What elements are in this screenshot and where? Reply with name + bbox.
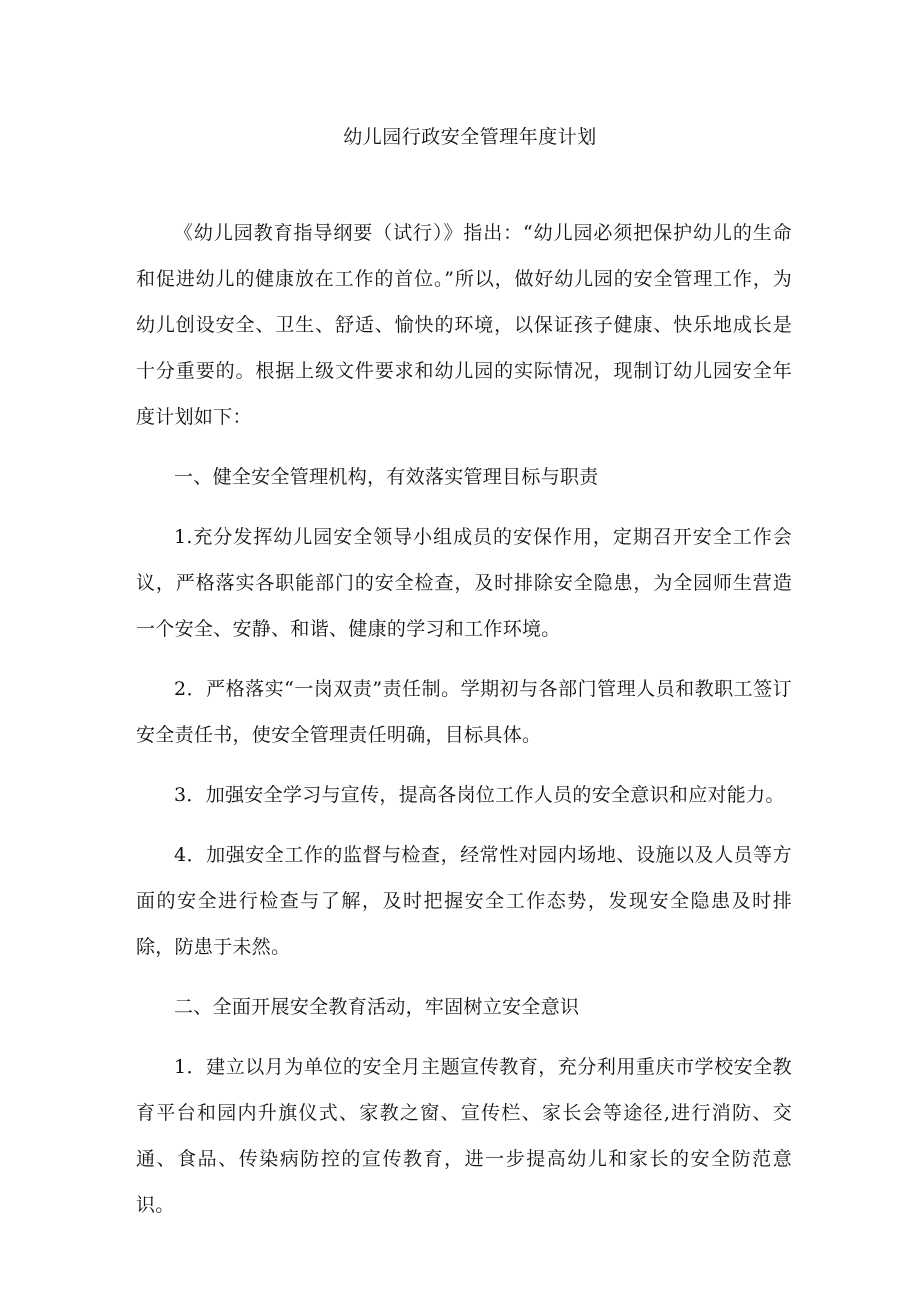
section-1-item-1: 1.充分发挥幼儿园安全领导小组成员的安保作用，定期召开安全工作会议，严格落实各职能部门的安全检查，及时排除安全隐患，为全园师生营造一个安全、安静、和谐、健康的学习和工作环境。 bbox=[136, 526, 792, 640]
section-2-item-1: 1．建立以月为单位的安全月主题宣传教育，充分利用重庆市学校安全教育平台和园内升旗仪式、家教之窗、宣传栏、家长会等途径,进行消防、交通、食品、传染病防控的宣传教育，进一步提高幼儿和家长的安全防范意识。 bbox=[136, 1056, 792, 1216]
section-1-item-2: 2．严格落实“一岗双责”责任制。学期初与各部门管理人员和教职工签订安全责任书，使安全管理责任明确，目标具体。 bbox=[136, 678, 792, 746]
section-1-item-3: 3．加强安全学习与宣传，提高各岗位工作人员的安全意识和应对能力。 bbox=[174, 784, 785, 806]
section-heading-1: 一、健全安全管理机构，有效落实管理目标与职责 bbox=[174, 466, 599, 488]
document-body bbox=[136, 210, 792, 1228]
section-heading-2: 二、全面开展安全教育活动，牢固树立安全意识 bbox=[174, 996, 580, 1018]
document-title: 幼儿园行政安全管理年度计划 bbox=[343, 126, 597, 148]
intro-paragraph: 《幼儿园教育指导纲要（试行）》指出：“幼儿园必须把保护幼儿的生命和促进幼儿的健康放在工作的首位。”所以，做好幼儿园的安全管理工作，为幼儿创设安全、卫生、舒适、愉快的环境，以保证孩子健康、快乐地成长是十分重要的。根据上级文件要求和幼儿园的实际情况，现制订幼儿园安全年度计划如下： bbox=[136, 222, 792, 428]
section-1-item-4: 4．加强安全工作的监督与检查，经常性对园内场地、设施以及人员等方面的安全进行检查与了解，及时把握安全工作态势，发现安全隐患及时排除，防患于未然。 bbox=[136, 844, 792, 958]
